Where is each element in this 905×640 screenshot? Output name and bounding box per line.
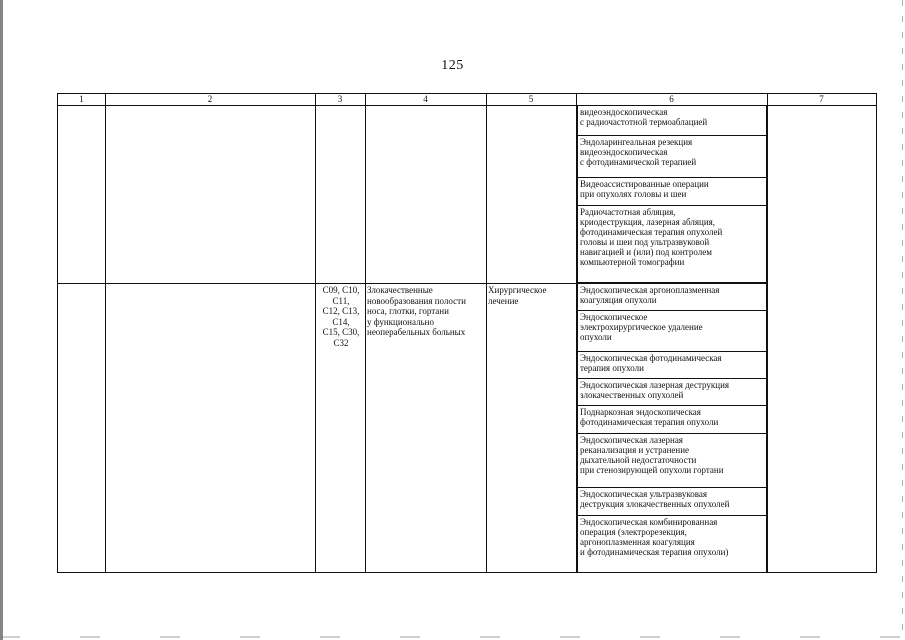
header-col-1: 1 <box>79 94 84 104</box>
header-col-3: 3 <box>337 94 343 104</box>
diagnosis: Злокачественные новообразования полости носа, глотки, гортани у функционально неоперабельных больных <box>367 285 466 337</box>
header-col-7: 7 <box>819 94 824 104</box>
procedure-cell: видеоэндоскопическая с радиочастотной термоаблацией <box>577 106 767 136</box>
header-col-6: 6 <box>669 94 674 104</box>
procedure-cell: Эндоскопическая комбинированная операция (электрорезекция, аргоноплазменная коагуляция и фотодинамическая терапия опухоли) <box>577 516 767 572</box>
col-divider <box>365 94 366 572</box>
procedure-cell: Видеоассистированные операции при опухолях головы и шеи <box>577 178 767 206</box>
header-col-4: 4 <box>423 94 428 104</box>
table-header-row <box>58 94 876 106</box>
col-divider <box>105 94 106 572</box>
header-col-5: 5 <box>528 94 534 104</box>
procedure-cell: Поднаркозная эндоскопическая фотодинамическая терапия опухоли <box>577 406 767 434</box>
icd-codes: С09, С10, С11, С12, С13, С14, С15, С30, С32 <box>322 285 360 348</box>
procedure-cell: Эндоскопическая аргоноплазменная коагуляция опухоли <box>577 284 767 311</box>
col-divider <box>767 94 768 572</box>
procedure-cell: Эндоскопическая лазерная деструкция злокачественных опухолей <box>577 379 767 406</box>
procedure-cell: Эндоскопическая ультразвуковая деструкция злокачественных опухолей <box>577 488 767 516</box>
col-divider <box>315 94 316 572</box>
scan-edge-left <box>0 0 3 640</box>
treatment-type: Хирургическое лечение <box>488 285 547 306</box>
procedure-cell: Эндоскопическая лазерная реканализация и устранение дыхательной недостаточности при стенозирующей опухоли гортани <box>577 434 767 488</box>
header-col-2: 2 <box>207 94 213 104</box>
procedure-cell: Эндоскопическое электрохирургическое удаление опухоли <box>577 311 767 352</box>
procedure-cell: Эндоларингеальная резекция видеоэндоскопическая с фотодинамической терапией <box>577 136 767 178</box>
scan-edge-bottom <box>0 636 905 638</box>
scan-edge-right <box>902 0 903 640</box>
col-divider <box>486 94 487 572</box>
page-number: 125 <box>441 58 464 73</box>
procedure-cell: Эндоскопическая фотодинамическая терапия опухоли <box>577 352 767 379</box>
procedure-cell: Радиочастотная абляция, криодеструкция, лазерная абляция, фотодинамическая терапия опухолей головы и шеи под ультразвуковой навигацией и (или) под контролем компьютерной томографии <box>577 206 767 283</box>
procedures-table <box>57 93 877 573</box>
